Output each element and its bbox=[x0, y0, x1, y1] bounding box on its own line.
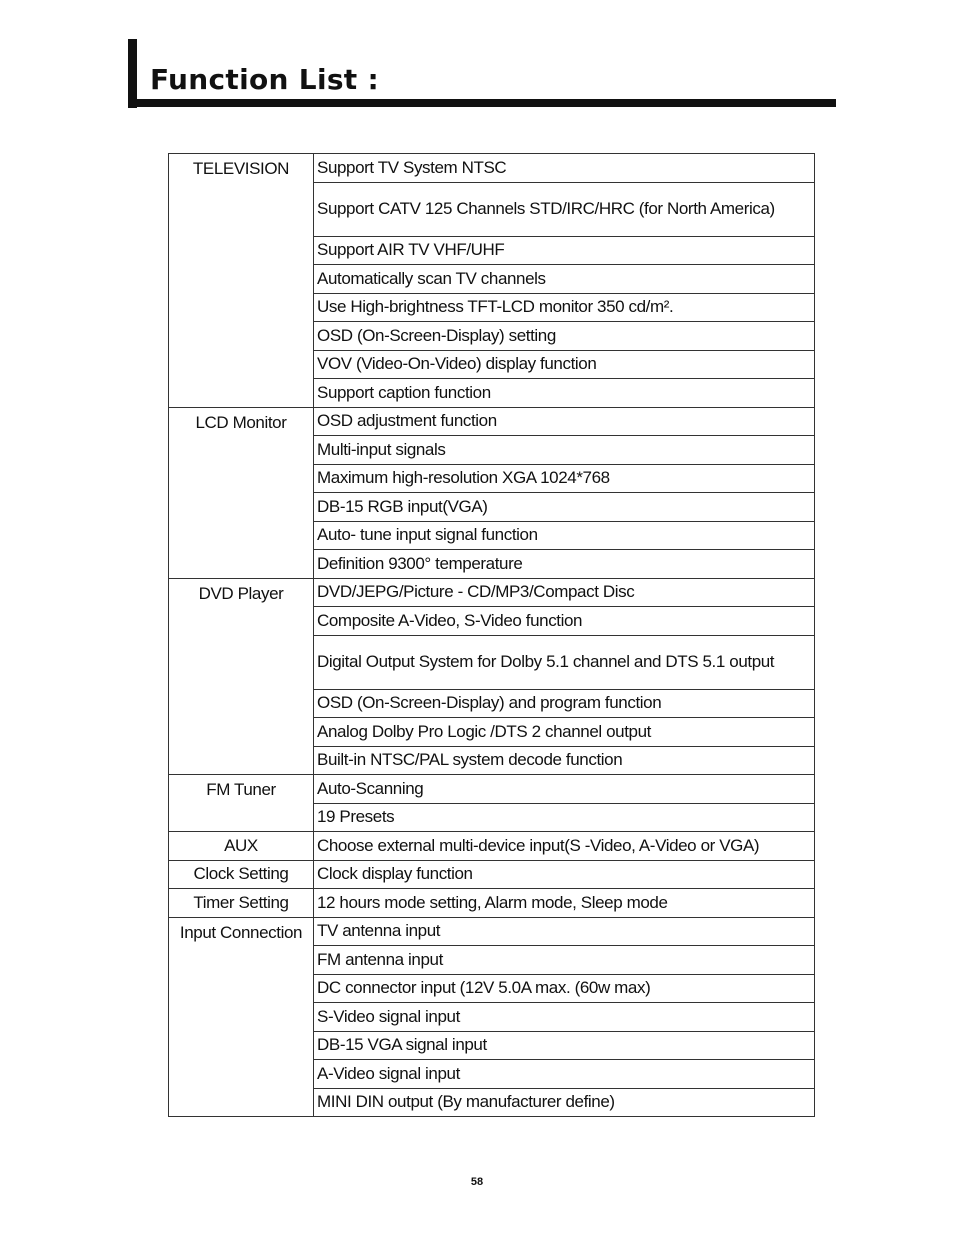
feature-cell: FM antenna input bbox=[314, 946, 815, 975]
feature-cell: VOV (Video-On-Video) display function bbox=[314, 350, 815, 379]
table-row bbox=[169, 889, 815, 918]
category-cell: Clock Setting bbox=[169, 860, 314, 889]
feature-cell: Support TV System NTSC bbox=[314, 154, 815, 183]
table-row bbox=[169, 917, 815, 946]
feature-cell: Digital Output System for Dolby 5.1 channel and DTS 5.1 output bbox=[314, 635, 815, 689]
feature-cell: DB-15 RGB input(VGA) bbox=[314, 493, 815, 522]
category-cell: Timer Setting bbox=[169, 889, 314, 918]
feature-cell: Automatically scan TV channels bbox=[314, 265, 815, 294]
table-row bbox=[169, 154, 815, 183]
feature-cell: Support CATV 125 Channels STD/IRC/HRC (for North America) bbox=[314, 182, 815, 236]
feature-cell: OSD adjustment function bbox=[314, 407, 815, 436]
feature-cell: Use High-brightness TFT-LCD monitor 350 cd/m². bbox=[314, 293, 815, 322]
table-row bbox=[169, 860, 815, 889]
feature-cell: Maximum high-resolution XGA 1024*768 bbox=[314, 464, 815, 493]
heading-underline bbox=[128, 99, 836, 107]
category-cell: FM Tuner bbox=[169, 775, 314, 832]
category-cell: AUX bbox=[169, 832, 314, 861]
category-cell: Input Connection bbox=[169, 917, 314, 1117]
feature-cell: DC connector input (12V 5.0A max. (60w max) bbox=[314, 974, 815, 1003]
feature-cell: DVD/JEPG/Picture - CD/MP3/Compact Disc bbox=[314, 578, 815, 607]
function-table bbox=[168, 153, 815, 1117]
feature-cell: Analog Dolby Pro Logic /DTS 2 channel output bbox=[314, 718, 815, 747]
feature-cell: Choose external multi-device input(S -Video, A-Video or VGA) bbox=[314, 832, 815, 861]
feature-cell: Composite A-Video, S-Video function bbox=[314, 607, 815, 636]
category-cell: TELEVISION bbox=[169, 154, 314, 408]
category-cell: LCD Monitor bbox=[169, 407, 314, 578]
feature-cell: DB-15 VGA signal input bbox=[314, 1031, 815, 1060]
feature-cell: S-Video signal input bbox=[314, 1003, 815, 1032]
table-row bbox=[169, 578, 815, 607]
feature-cell: Definition 9300° temperature bbox=[314, 550, 815, 579]
table-row bbox=[169, 407, 815, 436]
feature-cell: A-Video signal input bbox=[314, 1060, 815, 1089]
category-cell: DVD Player bbox=[169, 578, 314, 775]
feature-cell: Clock display function bbox=[314, 860, 815, 889]
table-row bbox=[169, 832, 815, 861]
feature-cell: Multi-input signals bbox=[314, 436, 815, 465]
feature-cell: Support caption function bbox=[314, 379, 815, 408]
page-number: 58 bbox=[470, 1176, 484, 1188]
feature-cell: TV antenna input bbox=[314, 917, 815, 946]
heading-accent-bar bbox=[128, 39, 137, 108]
table-row bbox=[169, 775, 815, 804]
feature-cell: Built-in NTSC/PAL system decode function bbox=[314, 746, 815, 775]
feature-cell: Support AIR TV VHF/UHF bbox=[314, 236, 815, 265]
feature-cell: OSD (On-Screen-Display) and program function bbox=[314, 689, 815, 718]
feature-cell: 12 hours mode setting, Alarm mode, Sleep mode bbox=[314, 889, 815, 918]
feature-cell: 19 Presets bbox=[314, 803, 815, 832]
page-title: Function List : bbox=[150, 63, 380, 96]
feature-cell: Auto- tune input signal function bbox=[314, 521, 815, 550]
feature-cell: OSD (On-Screen-Display) setting bbox=[314, 322, 815, 351]
feature-cell: Auto-Scanning bbox=[314, 775, 815, 804]
feature-cell: MINI DIN output (By manufacturer define) bbox=[314, 1088, 815, 1117]
